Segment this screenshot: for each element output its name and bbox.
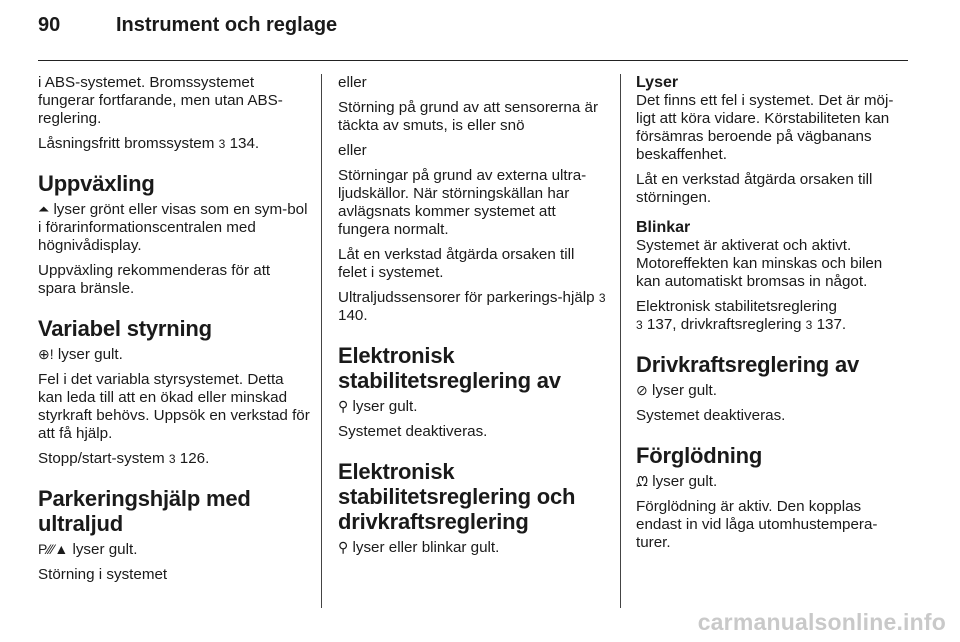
paragraph <box>38 345 310 364</box>
column-2 <box>338 74 606 564</box>
paragraph <box>38 135 310 153</box>
paragraph: Fel i det variabla styrsystemet. Detta kan leda till att en ökad eller minskad styrkraft behövs. Uppsök en verkstad för att få hjälp. <box>38 371 310 442</box>
column-3 <box>636 74 908 559</box>
page-ref-arrow-icon: 3 <box>218 137 226 151</box>
page-ref: 137. <box>816 316 847 333</box>
page-number: 90 <box>38 14 61 36</box>
ref-text: Låsningsfritt bromssystem <box>38 135 215 152</box>
paragraph <box>38 450 310 468</box>
text: lyser eller blinkar gult. <box>352 539 500 556</box>
paragraph: eller <box>338 142 367 159</box>
heading-esp-av: Elektronisk stabilitetsreglering av <box>338 343 561 393</box>
ref-text: Ultraljudssensorer för parkerings-hjälp <box>338 289 595 306</box>
upshift-icon: ⏶ <box>38 201 50 217</box>
paragraph: Låt en verkstad åtgärda orsaken till störningen. <box>636 171 873 206</box>
paragraph: i ABS-systemet. Bromssystemet fungerar fortfarande, men utan ABS-reglering. <box>38 74 283 127</box>
paragraph <box>636 381 908 400</box>
paragraph: eller <box>338 74 367 91</box>
text: lyser gult. <box>57 346 123 363</box>
paragraph: Störning på grund av att sensorerna är täckta av smuts, is eller snö <box>338 99 599 134</box>
column-divider-2 <box>620 74 621 608</box>
page-header <box>38 14 337 54</box>
page-ref-arrow-icon: 3 <box>636 318 643 332</box>
text: lyser gult. <box>72 541 138 558</box>
paragraph: Systemet är aktiverat och aktivt. Motoreffekten kan minskas och bilen kan automatiskt bromsas in något. <box>636 237 883 290</box>
parking-assist-icon: P⁄⁄⁄▲ <box>38 541 69 557</box>
paragraph <box>338 289 606 325</box>
page-ref: 140. <box>338 307 368 324</box>
paragraph: Systemet deaktiveras. <box>338 423 488 440</box>
ref-text: Elektronisk stabilitetsreglering <box>636 298 837 315</box>
paragraph: Störning i systemet <box>38 566 168 583</box>
page-ref-arrow-icon: 3 <box>168 452 176 466</box>
paragraph <box>338 397 606 416</box>
page-ref: 134. <box>229 135 260 152</box>
watermark: carmanualsonline.info <box>697 609 946 635</box>
paragraph: Det finns ett fel i systemet. Det är möj-ligt att köra vidare. Körstabiliteten kan försämras beroende på vägbanans beskaffenhet. <box>636 92 894 163</box>
column-1 <box>38 74 310 591</box>
heading-drivkraftsreglering-av: Drivkraftsreglering av <box>636 352 860 377</box>
heading-variabel-styrning: Variabel styrning <box>38 316 212 341</box>
esp-off-icon: ⚲ <box>338 398 349 414</box>
paragraph: Uppväxling rekommenderas för att spara bränsle. <box>38 262 271 297</box>
heading-uppvaxling: Uppväxling <box>38 171 155 196</box>
paragraph <box>636 298 908 334</box>
traction-control-off-icon: ⊘ <box>636 382 648 398</box>
paragraph <box>38 540 310 559</box>
paragraph <box>38 200 310 255</box>
page-ref-arrow-icon: 3 <box>805 318 813 332</box>
column-divider-1 <box>321 74 322 608</box>
page-ref: 126. <box>179 450 210 467</box>
glow-plug-icon: ᘻ <box>636 473 648 489</box>
text: lyser grönt eller visas som en sym-bol i förarinformationscentralen med högnivådisplay. <box>38 201 308 254</box>
ref-text: Stopp/start-system <box>38 450 165 467</box>
paragraph: Förglödning är aktiv. Den kopplas endast in vid låga utomhustempera-turer. <box>636 498 878 551</box>
paragraph: Störningar på grund av externa ultra-ljudskällor. När störningskällan har avlägsnats kommer systemet att fungera normalt. <box>338 167 587 238</box>
subheading-blinkar: Blinkar <box>636 219 691 236</box>
page-title: Instrument och reglage <box>116 14 338 36</box>
paragraph <box>636 472 908 491</box>
paragraph: Låt en verkstad åtgärda orsaken till felet i systemet. <box>338 246 575 281</box>
subheading-lyser: Lyser <box>636 74 679 91</box>
esp-icon: ⚲ <box>338 539 349 555</box>
heading-esp-drivkraft: Elektronisk stabilitetsreglering och drivkraftsreglering <box>338 459 576 534</box>
paragraph: Systemet deaktiveras. <box>636 407 786 424</box>
page-ref-arrow-icon: 3 <box>598 291 606 305</box>
heading-forglodning: Förglödning <box>636 443 763 468</box>
text: lyser gult. <box>352 398 418 415</box>
page-ref: 137, drivkraftsreglering <box>646 316 802 333</box>
steering-warning-icon: ⊕! <box>38 346 54 362</box>
text: lyser gult. <box>651 382 717 399</box>
header-rule <box>38 60 908 61</box>
text: lyser gult. <box>652 473 718 490</box>
paragraph <box>338 538 606 557</box>
heading-parkeringshjalp: Parkeringshjälp med ultraljud <box>38 486 251 536</box>
